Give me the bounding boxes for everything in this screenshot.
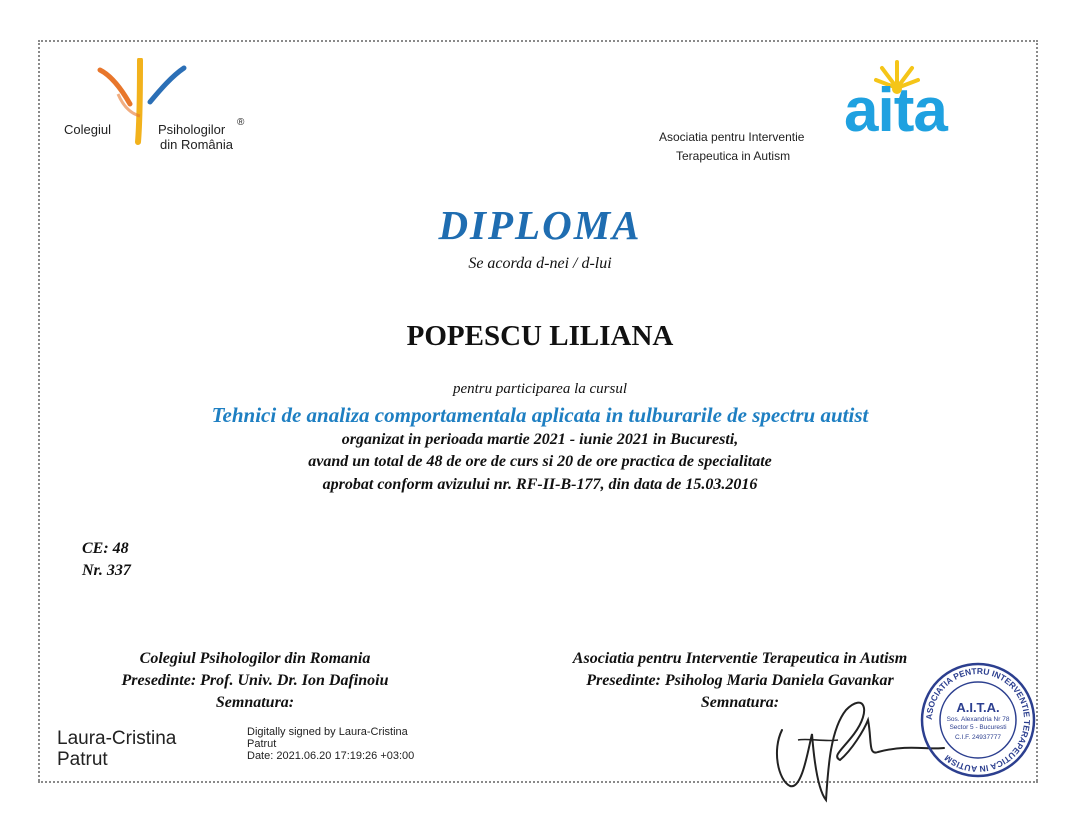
digital-signature-line-2: Patrut xyxy=(247,738,277,750)
left-org: Colegiul Psihologilor din Romania xyxy=(139,650,371,667)
course-approval: aprobat conform avizului nr. RF-II-B-177, din data de 15.03.2016 xyxy=(322,476,758,493)
aita-logo xyxy=(656,58,996,168)
aita-name-line2: Terapeutica in Autism xyxy=(676,149,791,163)
diploma-subtitle: Se acorda d-nei / d-lui xyxy=(468,255,612,272)
aita-brand: aita xyxy=(844,76,947,145)
right-org: Asociatia pentru Interventie Terapeutica in Autism xyxy=(572,650,908,667)
course-hours: avand un total de 48 de ore de curs si 20 de ore practica de specialitate xyxy=(308,453,772,470)
right-president: Presedinte: Psiholog Maria Daniela Gavankar xyxy=(586,672,894,689)
diploma-title: DIPLOMA xyxy=(438,202,642,248)
cpr-logo xyxy=(64,58,254,158)
left-signature-label: Semnatura: xyxy=(215,694,295,711)
left-president: Presedinte: Prof. Univ. Dr. Ion Dafinoiu xyxy=(121,672,389,689)
logo-word-psihologilor: Psihologilor xyxy=(158,122,226,137)
digital-signer-name-2: Patrut xyxy=(57,749,108,770)
border-left xyxy=(38,40,40,781)
digital-signer-name-1: Laura-Cristina xyxy=(57,728,177,749)
stamp-ring-text: ASOCIATIA PENTRU INTERVENTIE TERAPEUTICA IN AUTISM xyxy=(923,665,1033,775)
aita-name-line1: Asociatia pentru Interventie xyxy=(659,130,805,144)
logo-word-romania: din România xyxy=(160,137,233,152)
course-title: Tehnici de analiza comportamentala aplicata in tulburarile de spectru autist xyxy=(211,403,869,427)
registered-mark: ® xyxy=(237,117,245,128)
digital-signature-date: Date: 2021.06.20 17:19:26 +03:00 xyxy=(247,750,415,762)
stamp-center: A.I.T.A. xyxy=(956,700,1000,715)
certificate-number: Nr. 337 xyxy=(82,562,131,579)
stamp-cif: C.I.F. 24937777 xyxy=(955,734,1001,741)
logo-word-colegiul: Colegiul xyxy=(64,122,111,137)
border-top xyxy=(38,40,1038,42)
course-intro: pentru participarea la cursul xyxy=(452,381,628,397)
ce-credits: CE: 48 xyxy=(82,540,129,557)
stamp-address-1: Sos. Alexandria Nr 78 xyxy=(946,716,1010,723)
aita-stamp xyxy=(918,660,1038,780)
digital-signature-line-1: Digitally signed by Laura-Cristina xyxy=(247,726,408,738)
stamp-address-2: Sector 5 - Bucuresti xyxy=(949,724,1007,731)
course-period: organizat in perioada martie 2021 - iunie 2021 in Bucuresti, xyxy=(341,431,739,448)
right-signature-label: Semnatura: xyxy=(700,694,780,711)
recipient-name: POPESCU LILIANA xyxy=(406,320,674,352)
